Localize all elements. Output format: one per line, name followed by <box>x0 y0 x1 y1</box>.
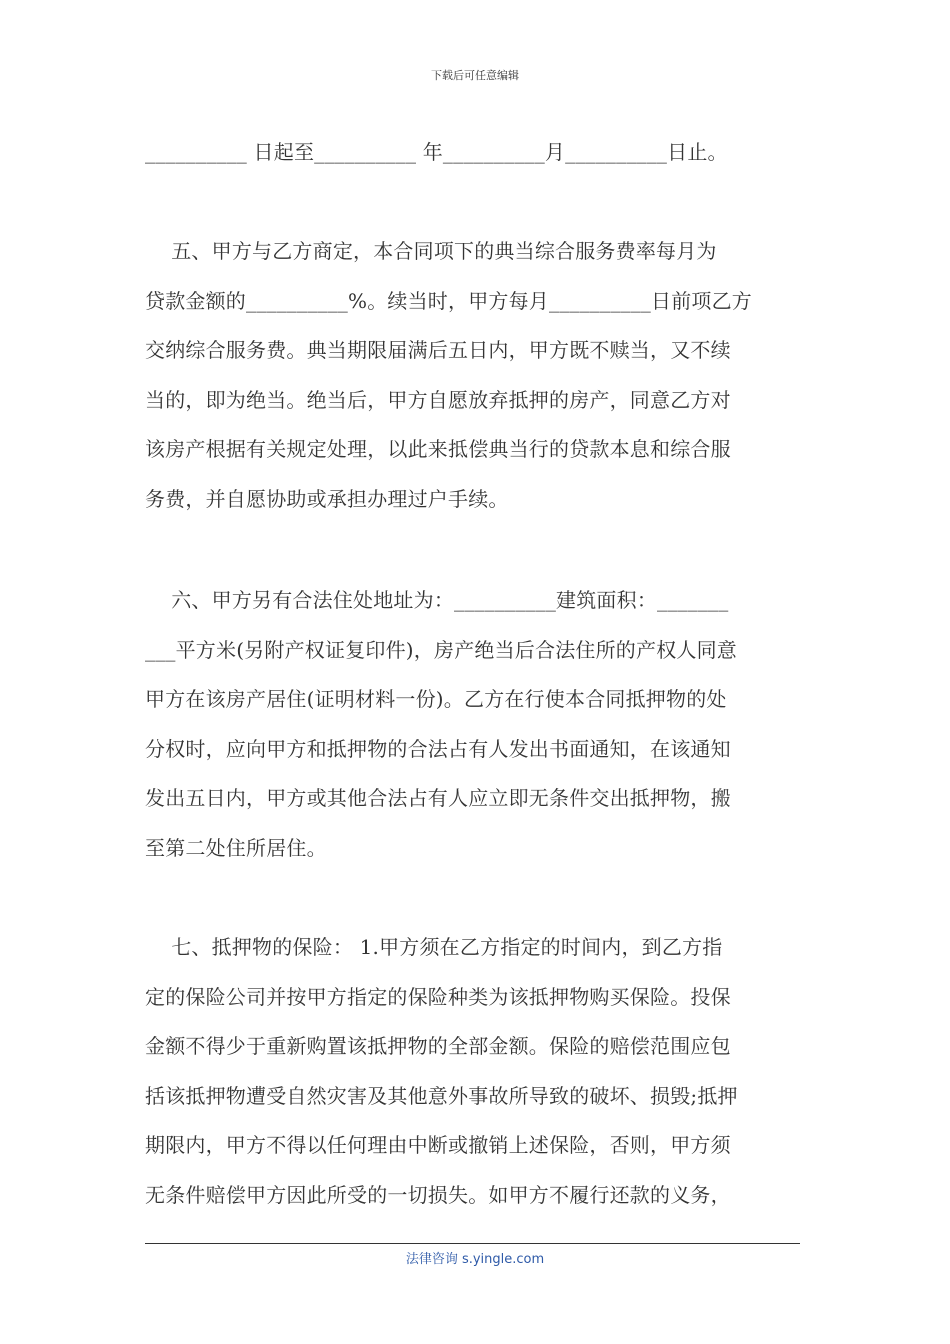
text-line: 当的，即为绝当。绝当后，甲方自愿放弃抵押的房产，同意乙方对 <box>145 387 731 412</box>
text-line: 贷款金额的__________%。续当时，甲方每月__________日前项乙方 <box>145 288 753 313</box>
footer-divider <box>145 1243 800 1244</box>
page-header-note: 下载后可任意编辑 <box>431 69 519 82</box>
text-line: 金额不得少于重新购置该抵押物的全部金额。保险的赔偿范围应包 <box>145 1034 731 1058</box>
footer-link[interactable]: 法律咨询 s.yingle.com <box>405 1252 545 1267</box>
text-line: ___平方米(另附产权证复印件)，房产绝当后合法住所的产权人同意 <box>145 637 738 662</box>
text-line: 务费，并自愿协助或承担办理过户手续。 <box>145 486 509 511</box>
clause-7-paragraph <box>145 923 805 1220</box>
clause-5-paragraph <box>145 227 805 524</box>
text-line: 括该抵押物遭受自然灾害及其他意外事故所导致的破坏、损毁;抵押 <box>145 1083 738 1108</box>
text-line: 发出五日内，甲方或其他合法占有人应立即无条件交出抵押物，搬 <box>145 786 731 810</box>
text-line: 期限内，甲方不得以任何理由中断或撤销上述保险，否则，甲方须 <box>145 1133 731 1157</box>
text-line: __________ 日起至__________ 年__________月__________日止。 <box>145 140 728 164</box>
text-line: 该房产根据有关规定处理，以此来抵偿典当行的贷款本息和综合服 <box>145 437 731 461</box>
text-line: 七、抵押物的保险： 1.甲方须在乙方指定的时间内，到乙方指 <box>145 935 723 959</box>
text-line: 无条件赔偿甲方因此所受的一切损失。如甲方不履行还款的义务， <box>145 1182 731 1207</box>
clause-6-paragraph <box>145 576 805 873</box>
text-line: 至第二处住所居住。 <box>145 835 327 860</box>
text-line: 定的保险公司并按甲方指定的保险种类为该抵押物购买保险。投保 <box>145 984 731 1009</box>
text-line: 五、甲方与乙方商定，本合同项下的典当综合服务费率每月为 <box>145 239 717 263</box>
date-range-line <box>145 128 805 178</box>
text-line: 甲方在该房产居住(证明材料一份)。乙方在行使本合同抵押物的处 <box>145 687 727 711</box>
text-line: 交纳综合服务费。典当期限届满后五日内，甲方既不赎当，又不续 <box>145 338 731 362</box>
text-line: 分权时，应向甲方和抵押物的合法占有人发出书面通知，在该通知 <box>145 736 731 761</box>
text-line: 六、甲方另有合法住处地址为：__________建筑面积：_______ <box>145 588 729 612</box>
